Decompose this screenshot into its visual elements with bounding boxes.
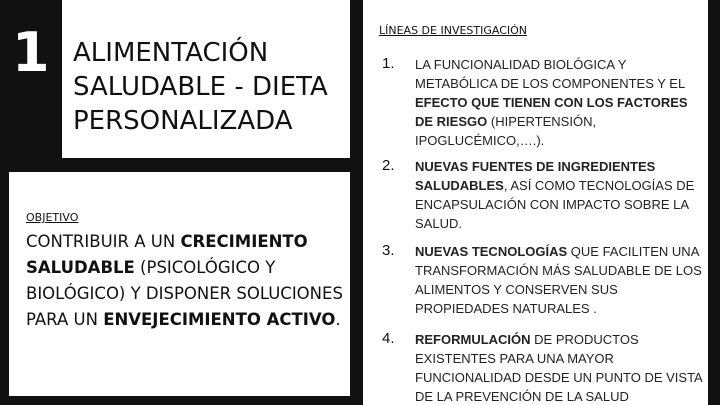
title-line: PERSONALIZADA xyxy=(73,106,293,136)
item-number: 1. xyxy=(382,55,395,72)
item-text xyxy=(415,157,707,233)
slide-number: 1 xyxy=(12,21,50,84)
item-segment-bold: EFECTO QUE TIENEN CON LOS FACTORES DE RIESGO xyxy=(415,95,688,129)
vertical-divider xyxy=(350,0,363,405)
item-text xyxy=(415,55,707,150)
right-frame-bar xyxy=(708,0,720,405)
objetivo-label: OBJETIVO xyxy=(26,211,79,224)
objetivo-segment: CONTRIBUIR A UN xyxy=(26,232,181,251)
objetivo-segment-bold: ENVEJECIMIENTO ACTIVO xyxy=(103,310,336,329)
title-line: SALUDABLE - DIETA xyxy=(73,72,328,102)
item-number: 4. xyxy=(382,330,395,347)
objetivo-text xyxy=(26,229,346,333)
lineas-title: LÍNEAS DE INVESTIGACIÓN xyxy=(379,24,528,37)
objetivo-segment: (PSICOLÓGICO Y BIOLÓGICO) Y DISPONER SOLUCIONES PARA UN xyxy=(26,258,343,329)
item-segment: , ASÍ COMO TECNOLOGÍAS DE ENCAPSULACIÓN CON IMPACTO SOBRE LA SALUD. xyxy=(415,178,695,231)
left-frame-bar xyxy=(0,0,9,405)
item-segment-bold: REFORMULACIÓN xyxy=(415,332,531,347)
item-segment: (HIPERTENSIÓN, IPOGLUCÉMICO,….). xyxy=(415,114,597,148)
item-number: 2. xyxy=(382,157,395,174)
item-segment: LA FUNCIONALIDAD BIOLÓGICA Y METABÓLICA DE LOS COMPONENTES Y EL xyxy=(415,57,685,91)
item-segment-bold: NUEVAS FUENTES DE INGREDIENTES SALUDABLES xyxy=(415,159,656,193)
item-segment: QUE FACILITEN UNA TRANSFORMACIÓN MÁS SALUDABLE DE LOS ALIMENTOS Y CONSERVEN SUS PROPIEDADES NATURALES . xyxy=(415,244,702,316)
bottom-frame-bar xyxy=(0,396,350,405)
item-segment-bold: NUEVAS TECNOLOGÍAS xyxy=(415,244,568,259)
item-text xyxy=(415,242,707,318)
item-segment: DE PRODUCTOS EXISTENTES PARA UNA MAYOR FUNCIONALIDAD DESDE UN PUNTO DE VISTA DE LA PREVENCIÓN DE LA SALUD xyxy=(415,332,703,404)
item-text xyxy=(415,330,707,405)
title-divider-bar xyxy=(0,158,362,172)
objetivo-segment: . xyxy=(335,310,341,329)
item-number: 3. xyxy=(382,242,395,259)
slide-title xyxy=(73,36,348,138)
objetivo-segment-bold: CRECIMIENTO SALUDABLE xyxy=(26,232,308,277)
title-line: ALIMENTACIÓN xyxy=(73,38,269,68)
